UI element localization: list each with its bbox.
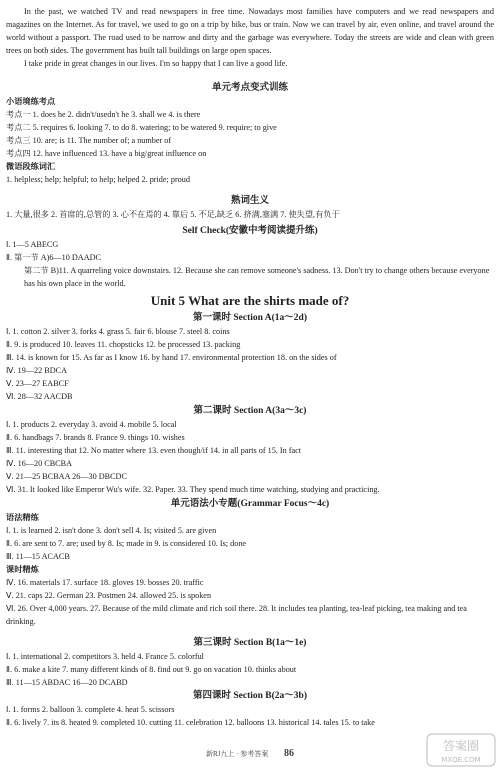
- watermark-url: MXQE.COM: [441, 756, 481, 764]
- answer-line: Ⅲ. 11—15 ACACB: [6, 552, 70, 561]
- answer-line: Ⅱ. 9. is produced 10. leaves 11. chopsticks 12. be processed 13. packing: [6, 340, 241, 349]
- section-lesson-1: [6, 312, 494, 403]
- answer-line: Ⅰ. 1. products 2. everyday 3. avoid 4. mobile 5. local: [6, 420, 177, 429]
- section-familiar-words: [6, 195, 494, 221]
- answer-line: Ⅰ. 1—5 ABECG: [6, 240, 59, 249]
- section-grammar: [6, 498, 494, 628]
- section-title: 熟词生义: [230, 196, 269, 206]
- footer-book-label: 新RJ九上 · 参考答案: [206, 750, 269, 758]
- answer-line: Ⅲ. 11. interesting that 12. No matter where 13. even though/if 14. in all parts of 15. In fact: [6, 446, 302, 455]
- intro-text: [6, 5, 494, 70]
- answer-line: 考点四 12. have influenced 13. have a big/great influence on: [6, 149, 207, 158]
- answer-line: 考点三 10. are; is 11. The number of; a number of: [6, 136, 172, 145]
- watermark-text: 答案圈: [442, 739, 480, 753]
- answer-line: 第二节 B)11. A quarreling voice downstairs. 12. Because she can remove someone's sadness. 13. Don't try to change others because everyone has his own place in the world.: [24, 266, 490, 288]
- subsection-title: 小语境练考点: [6, 97, 56, 106]
- section-title: 单元语法小专题(Grammar Focus～4c): [170, 499, 330, 509]
- page-number: 86: [283, 748, 294, 759]
- answer-line: Ⅰ. 1. cotton 2. silver 3. forks 4. grass 5. fair 6. blouse 7. steel 8. coins: [6, 327, 230, 336]
- unit-title: Unit 5 What are the shirts made of?: [150, 293, 350, 308]
- subsection-title: 语法精练: [6, 513, 39, 522]
- section-title: 单元考点变式训练: [211, 83, 288, 93]
- answer-line: Ⅵ. 28—32 AACDB: [6, 392, 73, 401]
- answer-line: 考点一 1. does he 2. didn't/usedn't he 3. shall we 4. is there: [6, 110, 201, 119]
- section-title: 第二课时 Section A(3a～3c): [193, 406, 307, 416]
- answer-line: Ⅴ. 23—27 EABCF: [6, 379, 69, 388]
- section-self-check: [6, 225, 494, 290]
- answer-line: Ⅱ. 6. are sent to 7. are; used by 8. Is; made in 9. is considered 10. Is; done: [6, 539, 247, 548]
- section-unit-review: [6, 82, 494, 186]
- answer-line: Ⅳ. 19—22 BDCA: [6, 366, 68, 375]
- section-lesson-4: [6, 690, 494, 729]
- answer-line: Ⅴ. 21—25 BCBAA 26—30 DBCDC: [6, 472, 127, 481]
- answer-line: 考点二 5. requires 6. looking 7. to do 8. watering; to be watered 9. require; to give: [6, 123, 277, 132]
- answer-line: Ⅴ. 21. caps 22. German 23. Postmen 24. allowed 25. is spoken: [6, 591, 212, 600]
- answer-line: Ⅱ. 6. make a kite 7. many different kinds of 8. find out 9. go on vacation 10. thinks about: [6, 665, 297, 674]
- answer-line: 1. helpless; help; helpful; to help; helped 2. pride; proud: [6, 175, 190, 184]
- section-lesson-2: [6, 405, 494, 496]
- subsection-title: 课时精炼: [6, 565, 39, 574]
- section-title: 第一课时 Section A(1a～2d): [192, 313, 307, 323]
- answer-line: Ⅱ. 6. lively 7. its 8. heated 9. completed 10. cutting 11. celebration 12. balloons 13. historical 14. tales 15. to take: [6, 718, 375, 727]
- intro-paragraph-2: I take pride in great changes in our lives. I'm so happy that I can live a good life.: [24, 59, 288, 68]
- section-title: 第三课时 Section B(1a～1e): [193, 638, 307, 648]
- unit-heading: [6, 294, 494, 307]
- subsection-title: 微语段练词汇: [6, 162, 56, 171]
- intro-paragraph-1: In the past, we watched TV and read newspapers in free time. Nowadays most families have computers and we read newspapers and magazines on the Internet. As for travel, we used to go on a trip by bike, bus or train. Now we can travel by air, even online, and travel around the world without a passport. The road used to be narrow and dirty and the garbage was everywhere. Today the streets are wide and clean with green trees on both sides. The government has built tall buildings on large open spaces.: [6, 7, 494, 55]
- section-title: Self Check(安徽中考阅读提升练): [182, 226, 318, 236]
- answer-line: Ⅱ. 6. handbags 7. brands 8. France 9. things 10. wishes: [6, 433, 185, 442]
- answer-line: 1. 大量,很多 2. 首席的,总管的 3. 心不在焉的 4. 靠后 5. 不足,缺乏 6. 挤满,塞满 7. 使失望,有负于: [6, 210, 340, 219]
- section-lesson-3: [6, 637, 494, 689]
- page-footer: [0, 747, 500, 761]
- answer-line: Ⅳ. 16—20 CBCBA: [6, 459, 73, 468]
- answer-line: Ⅰ. 1. is learned 2. isn't done 3. don't sell 4. Is; visited 5. are given: [6, 526, 217, 535]
- answer-line: Ⅲ. 11—15 ABDAC 16—20 DCABD: [6, 678, 128, 687]
- answer-line: Ⅰ. 1. forms 2. balloon 3. complete 4. heat 5. scissors: [6, 705, 175, 714]
- answer-line: Ⅵ. 26. Over 4,000 years. 27. Because of the mild climate and rich soil there. 28. It includes tea planting, tea-leaf picking, tea making and tea drinking.: [6, 604, 467, 626]
- answer-line: Ⅲ. 14. is known for 15. As far as I know 16. by hand 17. environmental protection 18. on the sides of: [6, 353, 337, 362]
- answer-line: Ⅰ. 1. international 2. competitors 3. held 4. France 5. colorful: [6, 652, 204, 661]
- answer-line: Ⅵ. 31. It looked like Emperor Wu's wife. 32. Paper. 33. They spend much time watching, studying and practicing.: [6, 485, 380, 494]
- answer-line: Ⅳ. 16. materials 17. surface 18. gloves 19. bosses 20. traffic: [6, 578, 204, 587]
- section-title: 第四课时 Section B(2a～3b): [192, 691, 307, 701]
- watermark-logo-icon: [426, 733, 496, 767]
- answer-line: Ⅱ. 第一节 A)6—10 DAADC: [6, 253, 101, 262]
